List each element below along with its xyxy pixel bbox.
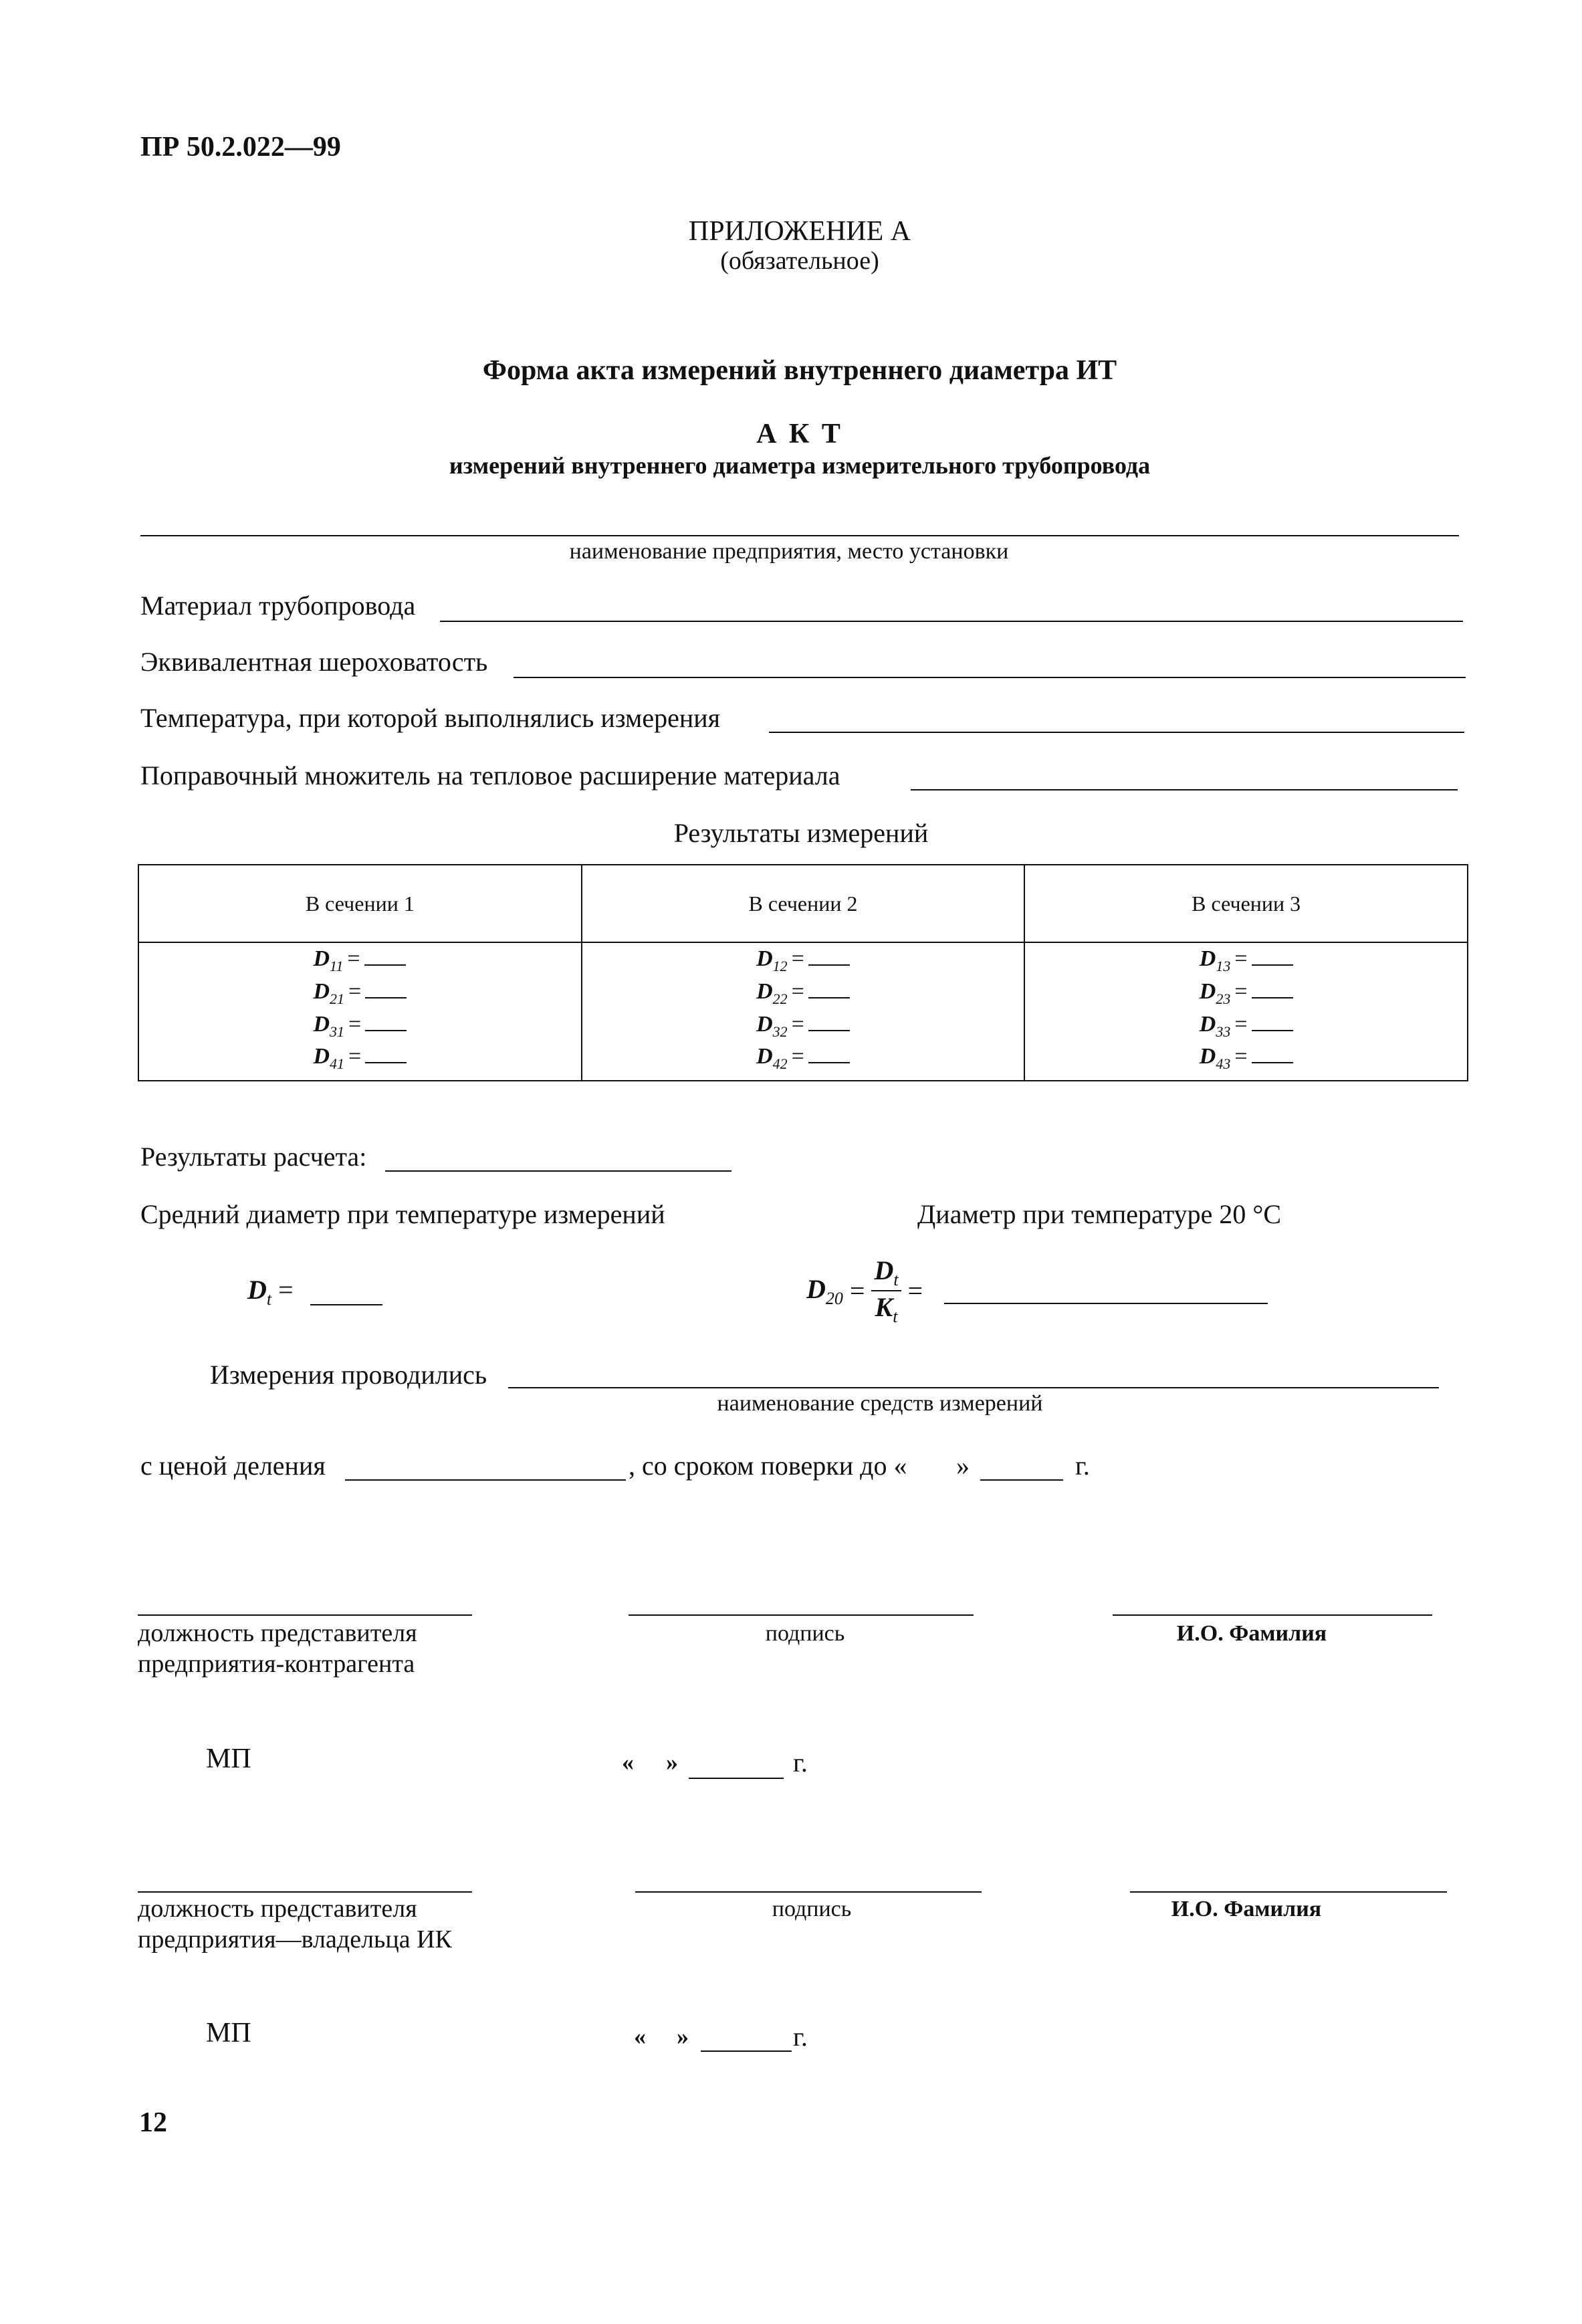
d-subscript: 22 <box>772 990 788 1007</box>
d-subscript: 11 <box>330 957 344 974</box>
measured-by-label: Измерения проводились <box>210 1360 487 1390</box>
page-number: 12 <box>139 2107 167 2138</box>
d-equals: = <box>348 1044 362 1069</box>
table-values-row <box>138 942 1468 1081</box>
d-equals: = <box>1234 946 1248 971</box>
sig2-signature-caption: подпись <box>772 1897 852 1921</box>
sig1-position-line1: должность представителя <box>138 1619 417 1647</box>
d-value-row <box>756 946 850 979</box>
sig1-date-close: » <box>666 1749 678 1776</box>
d-subscript: 42 <box>772 1055 788 1073</box>
d-value-blank[interactable] <box>365 1013 407 1031</box>
correction-input-line[interactable] <box>911 789 1458 790</box>
sig2-date-open: « <box>634 2023 646 2050</box>
d-value-row <box>313 1012 407 1045</box>
d-value-row <box>313 1044 407 1077</box>
d20-subscript: 20 <box>825 1288 843 1308</box>
d-value-row <box>756 1044 850 1077</box>
d-symbol: D <box>313 1011 330 1037</box>
d-equals: = <box>347 946 360 971</box>
d-equals: = <box>791 946 804 971</box>
d-value-row <box>756 979 850 1012</box>
d-symbol: D <box>756 1044 773 1069</box>
d-subscript: 43 <box>1216 1055 1231 1073</box>
d-value-row <box>756 1012 850 1045</box>
dt-input-line[interactable] <box>310 1304 382 1305</box>
d-value-row <box>1200 1012 1293 1045</box>
d20-diameter-label: Диаметр при температуре 20 °С <box>917 1199 1282 1229</box>
d-equals: = <box>791 1044 804 1069</box>
d-value-row <box>313 946 407 979</box>
sig2-name-caption: И.О. Фамилия <box>1171 1897 1322 1921</box>
sig2-year-suffix: г. <box>793 2022 808 2052</box>
sig2-signature-line[interactable] <box>635 1891 982 1893</box>
d-symbol: D <box>313 946 330 971</box>
correction-label: Поправочный множитель на тепловое расширение материала <box>140 760 840 790</box>
d20-formula <box>806 1255 923 1327</box>
roughness-input-line[interactable] <box>514 677 1466 678</box>
appendix-title: ПРИЛОЖЕНИЕ А <box>688 216 911 247</box>
d20-equals: = <box>849 1275 865 1306</box>
d-subscript: 41 <box>330 1055 345 1073</box>
measured-by-input-line[interactable] <box>508 1387 1439 1388</box>
calc-results-input-line[interactable] <box>385 1170 731 1172</box>
d-value-blank[interactable] <box>808 1013 850 1031</box>
d-subscript: 21 <box>330 990 345 1007</box>
section-2-values <box>582 942 1025 1081</box>
d-equals: = <box>1234 1044 1248 1069</box>
results-table <box>138 864 1468 1081</box>
d-subscript: 13 <box>1216 957 1231 974</box>
fraction-denominator: K <box>875 1292 893 1322</box>
document-code: ПР 50.2.022—99 <box>140 132 341 163</box>
d-value-blank[interactable] <box>808 1045 850 1063</box>
act-title: А К Т <box>756 419 843 449</box>
sig1-signature-line[interactable] <box>629 1614 974 1616</box>
d-subscript: 33 <box>1216 1023 1231 1040</box>
d-equals: = <box>348 978 362 1004</box>
d-value-blank[interactable] <box>365 980 407 998</box>
d-value-row <box>1200 1044 1293 1077</box>
material-label: Материал трубопровода <box>140 591 416 621</box>
sig1-stamp: МП <box>206 1744 251 1774</box>
dt-subscript: t <box>266 1289 272 1309</box>
d20-input-line[interactable] <box>944 1303 1268 1304</box>
d-list-1 <box>313 946 407 1077</box>
d-symbol: D <box>1199 1044 1216 1069</box>
d-subscript: 23 <box>1216 990 1231 1007</box>
sig1-year-suffix: г. <box>793 1748 808 1778</box>
d-equals: = <box>791 1011 804 1037</box>
price-division-label: с ценой деления <box>140 1451 326 1481</box>
d-subscript: 32 <box>772 1023 788 1040</box>
sig1-position-line[interactable] <box>138 1614 472 1616</box>
sig1-date-open: « <box>622 1749 634 1776</box>
sig2-position-line1: должность представителя <box>138 1895 417 1923</box>
dt-equals: = <box>278 1275 294 1305</box>
mean-diameter-label: Средний диаметр при температуре измерений <box>140 1199 665 1229</box>
sig2-date-close: » <box>677 2023 689 2050</box>
dt-formula <box>247 1274 294 1309</box>
d-symbol: D <box>756 978 773 1004</box>
d-subscript: 31 <box>330 1023 345 1040</box>
d-value-row <box>1200 946 1293 979</box>
temperature-label: Температура, при которой выполнялись измерения <box>140 703 721 733</box>
sig2-position-line[interactable] <box>138 1891 472 1893</box>
header-section-2: В сечении 2 <box>582 865 1025 942</box>
measured-by-caption: наименование средств измерений <box>717 1391 1043 1416</box>
temperature-input-line[interactable] <box>769 732 1464 733</box>
d-equals: = <box>791 978 804 1004</box>
verification-year-input-line[interactable] <box>980 1479 1063 1481</box>
header-section-1: В сечении 1 <box>138 865 582 942</box>
d-symbol: D <box>313 1044 330 1069</box>
d-value-blank[interactable] <box>1252 1013 1293 1031</box>
d-subscript: 12 <box>772 957 788 974</box>
enterprise-input-line[interactable] <box>140 535 1459 536</box>
sig1-date-input-line[interactable] <box>689 1778 784 1779</box>
price-division-input-line[interactable] <box>345 1479 626 1481</box>
sig2-date-input-line[interactable] <box>701 2050 792 2052</box>
act-subtitle: измерений внутреннего диаметра измерительного трубопровода <box>449 452 1151 479</box>
section-1-values <box>138 942 582 1081</box>
d-value-blank[interactable] <box>365 1045 407 1063</box>
roughness-label: Эквивалентная шероховатость <box>140 647 488 677</box>
d-value-blank[interactable] <box>808 947 850 966</box>
d-symbol: D <box>756 946 773 971</box>
d-equals: = <box>348 1011 362 1037</box>
sig2-stamp: МП <box>206 2018 251 2048</box>
fraction-denominator-sub: t <box>893 1307 898 1326</box>
table-header-row <box>138 865 1468 942</box>
sig1-name-line[interactable] <box>1113 1614 1432 1616</box>
form-title: Форма акта измерений внутреннего диаметра ИТ <box>482 355 1117 386</box>
sig1-name-caption: И.О. Фамилия <box>1176 1621 1327 1646</box>
d-value-blank[interactable] <box>1252 947 1293 966</box>
d-value-blank[interactable] <box>364 947 406 966</box>
d-symbol: D <box>1199 978 1216 1004</box>
d-list-2 <box>756 946 850 1077</box>
results-title: Результаты измерений <box>673 818 929 848</box>
d-value-blank[interactable] <box>1252 980 1293 998</box>
d-equals: = <box>1234 978 1248 1004</box>
d-symbol: D <box>1199 946 1216 971</box>
d-symbol: D <box>756 1011 773 1037</box>
d-value-blank[interactable] <box>808 980 850 998</box>
enterprise-caption: наименование предприятия, место установки <box>569 539 1009 564</box>
d20-equals-2: = <box>907 1275 923 1306</box>
d-symbol: D <box>313 978 330 1004</box>
d-list-3 <box>1200 946 1293 1077</box>
d-equals: = <box>1234 1011 1248 1037</box>
d-symbol: D <box>1199 1011 1216 1037</box>
d20-symbol: D <box>806 1273 826 1304</box>
sig1-position-line2: предприятия-контрагента <box>138 1650 415 1678</box>
verification-year-suffix: г. <box>1075 1451 1090 1481</box>
d-value-row <box>1200 979 1293 1012</box>
appendix-note: (обязательное) <box>720 247 879 275</box>
sig1-signature-caption: подпись <box>765 1621 845 1646</box>
d-value-blank[interactable] <box>1252 1045 1293 1063</box>
fraction-numerator: D <box>874 1255 894 1285</box>
fraction-numerator-sub: t <box>893 1270 899 1289</box>
sig2-name-line[interactable] <box>1130 1891 1447 1893</box>
header-section-3: В сечении 3 <box>1024 865 1468 942</box>
material-input-line[interactable] <box>440 621 1463 622</box>
calc-results-label: Результаты расчета: <box>140 1142 367 1172</box>
d-value-row <box>313 979 407 1012</box>
sig2-position-line2: предприятия—владельца ИК <box>138 1925 452 1953</box>
d20-fraction <box>871 1255 901 1327</box>
dt-symbol: D <box>247 1275 267 1305</box>
verification-label: , со сроком поверки до « <box>629 1451 907 1481</box>
verification-close-quote: » <box>956 1451 970 1481</box>
section-3-values <box>1024 942 1468 1081</box>
